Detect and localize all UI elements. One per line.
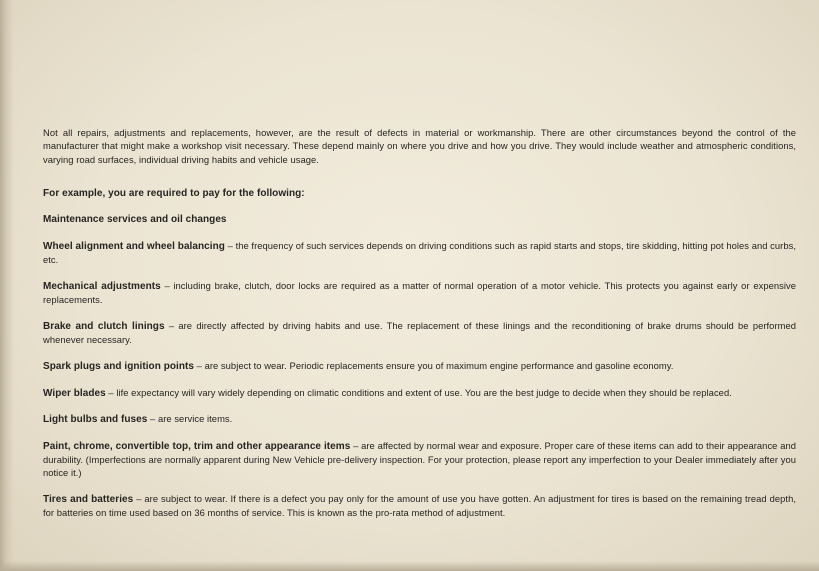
intro-paragraph: Not all repairs, adjustments and replacements, however, are the result of defects in material or workmanship. There are other circumstances beyond the control of the manufacturer that might make a workshop visit necessary. These depend mainly on where you drive and how you drive. They would include weather and atmospheric conditions, varying road surfaces, individual driving habits and vehicle usage.	[43, 127, 796, 165]
document-body	[43, 126, 796, 520]
list-item	[43, 386, 796, 400]
item-text: – are directly affected by driving habits and use. The replacement of these linings and the reconditioning of brake drums should be performed whenever necessary.	[43, 319, 797, 346]
item-term: Wiper blades	[43, 387, 106, 399]
list-item	[43, 412, 796, 426]
list-item	[43, 439, 796, 480]
list-item	[43, 279, 796, 307]
list-item	[43, 359, 796, 373]
item-term: Mechanical adjustments	[43, 280, 161, 292]
item-text: – life expectancy will vary widely depending on climatic conditions and extent of use. You are the best judge to decide when they should be replaced.	[105, 386, 732, 398]
list-item	[43, 492, 796, 520]
item-term: Spark plugs and ignition points	[43, 360, 194, 372]
item-text: – the frequency of such services depends on driving conditions such as rapid starts and stops, tire skidding, hitting pot holes and curbs, etc.	[43, 239, 796, 266]
list-item	[43, 239, 796, 267]
item-text: – including brake, clutch, door locks are required as a matter of normal operation of a motor vehicle. This protects you against early or expensive replacements.	[43, 279, 796, 306]
item-term: Maintenance services and oil changes	[43, 214, 227, 226]
item-term: Brake and clutch linings	[43, 320, 165, 332]
item-term: Wheel alignment and wheel balancing	[43, 240, 225, 252]
list-item	[43, 319, 796, 347]
page-binding-shadow	[0, 0, 14, 571]
item-term: Paint, chrome, convertible top, trim and other appearance items	[43, 440, 351, 452]
item-term: Tires and batteries	[43, 494, 134, 506]
list-item	[43, 212, 796, 226]
page-bottom-shadow	[0, 561, 819, 571]
lead-heading: For example, you are required to pay for the following:	[43, 187, 305, 199]
item-term: Light bulbs and fuses	[43, 414, 148, 426]
item-text: – are subject to wear. Periodic replacements ensure you of maximum engine performance and gasoline economy.	[194, 359, 674, 371]
item-text: – are subject to wear. If there is a defect you pay only for the amount of use you have gotten. An adjustment for tires is based on the remaining tread depth, for batteries on time used based on 36 months of service. This is known as the pro-rata method of adjustment.	[43, 493, 796, 519]
item-text: – are service items.	[147, 413, 233, 425]
item-text: – are affected by normal wear and exposure. Proper care of these items can add to their appearance and durability. (Imperfections are normally apparent during New Vehicle pre-delivery inspection. For your protection, please report any imperfection to your Dealer immediately after you notice it.)	[43, 439, 796, 479]
